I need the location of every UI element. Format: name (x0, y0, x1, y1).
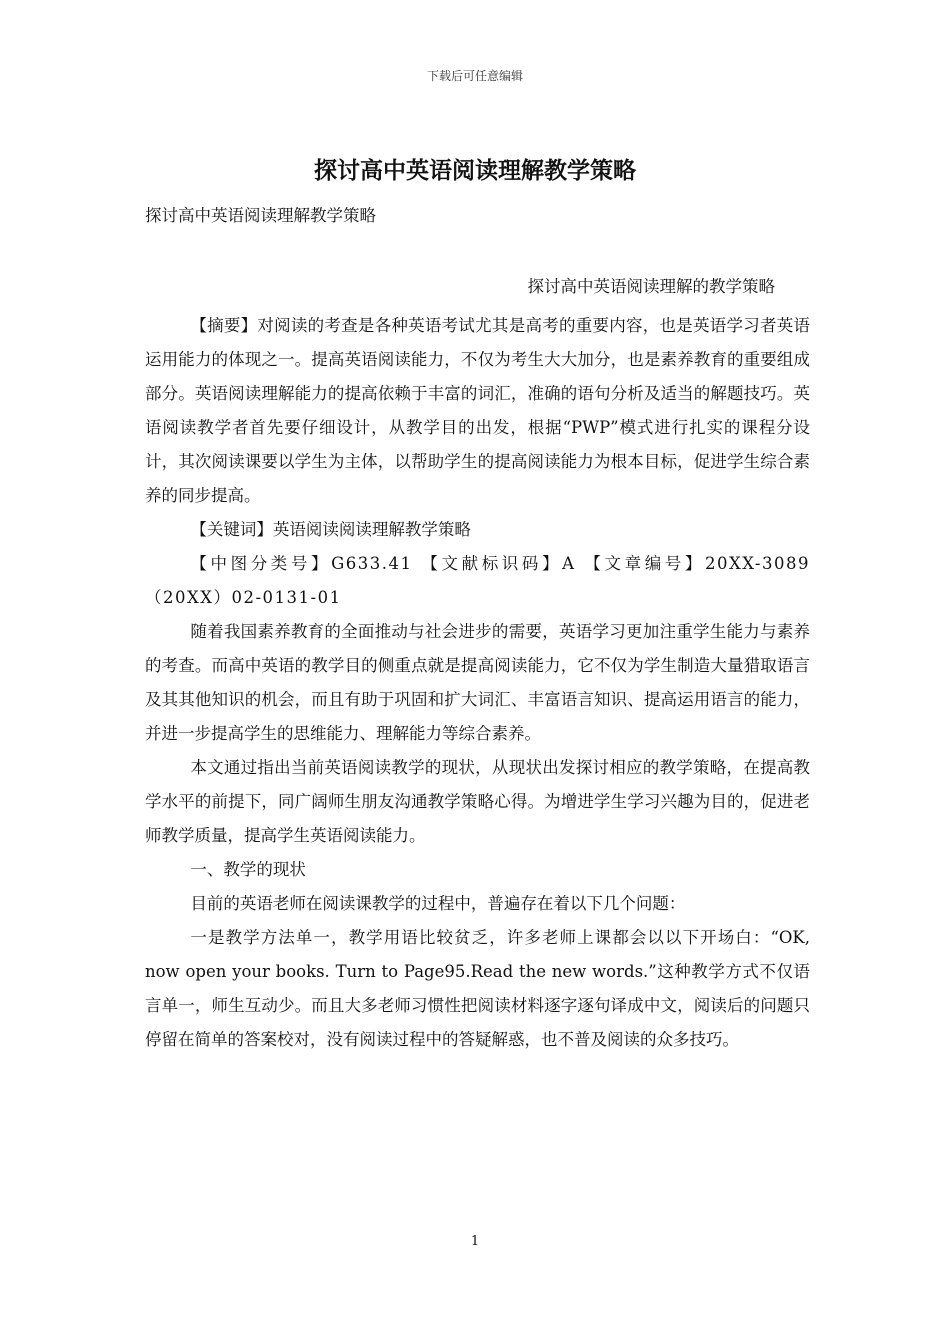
article-title-right-aligned: 探讨高中英语阅读理解的教学策略 (527, 277, 775, 296)
page-number: 1 (470, 1234, 480, 1249)
document-subtitle: 探讨高中英语阅读理解教学策略 (145, 206, 376, 225)
classification-paragraph: 【中图分类号】G633.41 【文献标识码】A 【文章编号】20XX-3089（20XX）02-0131-01 (145, 554, 810, 607)
abstract-paragraph: 【摘要】对阅读的考查是各种英语考试尤其是高考的重要内容，也是英语学习者英语运用能力的体现之一。提高英语阅读能力，不仅为考生大大加分，也是素养教育的重要组成部分。英语阅读理解能力的提高依赖于丰富的词汇，准确的语句分析及适当的解题技巧。英语阅读教学者首先要仔细设计，从教学目的出发，根据“PWP”模式进行扎实的课程分设计，其次阅读课要以学生为主体，以帮助学生的提高阅读能力为根本目标，促进学生综合素养的同步提高。 (145, 316, 810, 505)
page-header-note: 下载后可任意编辑 (426, 69, 523, 83)
body-paragraph: 本文通过指出当前英语阅读教学的现状，从现状出发探讨相应的教学策略，在提高教学水平的前提下，同广阔师生朋友沟通教学策略心得。为增进学生学习兴趣为目的，促进老师教学质量，提高学生英语阅读能力。 (145, 758, 810, 845)
document-title: 探讨高中英语阅读理解教学策略 (314, 157, 636, 184)
body-paragraph: 一是教学方法单一，教学用语比较贫乏，许多老师上课都会以以下开场白：“OK, now open your books. Turn to Page95.Read the new words.”这种教学方式不仅语言单一，师生互动少。而且大多老师习惯性把阅读材料逐字逐句译成中文，阅读后的问题只停留在简单的答案校对，没有阅读过程中的答疑解惑，也不普及阅读的众多技巧。 (145, 928, 810, 1049)
keywords-paragraph: 【关键词】英语阅读阅读理解教学策略 (190, 520, 471, 539)
body-paragraph: 随着我国素养教育的全面推动与社会进步的需要，英语学习更加注重学生能力与素养的考查。而高中英语的教学目的侧重点就是提高阅读能力，它不仅为学生制造大量猎取语言及其其他知识的机会，而且有助于巩固和扩大词汇、丰富语言知识、提高运用语言的能力，并进一步提高学生的思维能力、理解能力等综合素养。 (145, 622, 810, 743)
body-paragraph: 目前的英语老师在阅读课教学的过程中，普遍存在着以下几个问题： (190, 894, 686, 913)
section-heading: 一、教学的现状 (190, 860, 306, 879)
document-body (145, 309, 810, 1057)
